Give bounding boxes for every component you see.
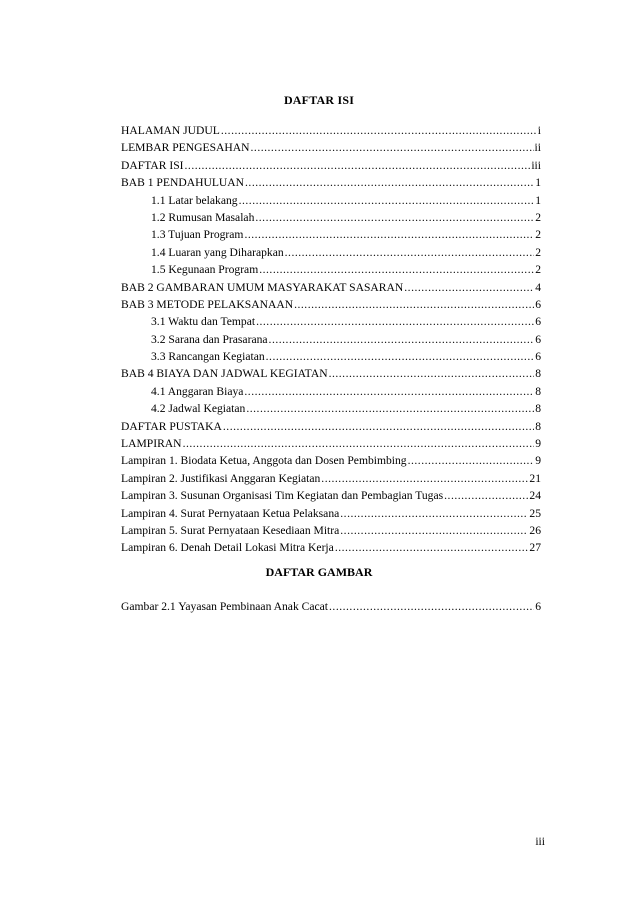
toc-entry bbox=[121, 174, 541, 191]
toc-entry-label: 1.5 Kegunaan Program bbox=[151, 263, 259, 277]
toc-entry-page: 27 bbox=[529, 541, 541, 555]
toc-entry-label: HALAMAN JUDUL bbox=[121, 124, 220, 137]
toc-entry-page: i bbox=[537, 124, 541, 137]
toc-entry-page: 8 bbox=[535, 367, 541, 381]
toc-entry-label: 1.3 Tujuan Program bbox=[151, 228, 244, 242]
toc-entry bbox=[121, 452, 541, 469]
toc-entry-page: 8 bbox=[535, 419, 541, 433]
toc-entry bbox=[121, 418, 541, 435]
dot-leader bbox=[444, 487, 528, 504]
toc-entry-label: 4.2 Jadwal Kegiatan bbox=[151, 402, 246, 416]
dot-leader bbox=[245, 174, 534, 191]
table-of-contents bbox=[121, 122, 541, 557]
toc-entry bbox=[121, 331, 541, 348]
dot-leader bbox=[404, 279, 534, 296]
toc-entry-page: 2 bbox=[535, 210, 541, 224]
toc-entry bbox=[121, 313, 541, 330]
toc-entry bbox=[121, 522, 541, 539]
toc-entry-page: ii bbox=[534, 141, 541, 155]
toc-entry-page: 2 bbox=[535, 245, 541, 259]
toc-entry-label: BAB 2 GAMBARAN UMUM MASYARAKAT SASARAN bbox=[121, 280, 404, 294]
toc-entry bbox=[121, 192, 541, 209]
dot-leader bbox=[259, 261, 534, 278]
toc-entry bbox=[121, 157, 541, 174]
toc-entry-page: 26 bbox=[529, 523, 541, 537]
toc-entry-label: Lampiran 5. Surat Pernyataan Kesediaan Mitra bbox=[121, 523, 340, 537]
toc-entry-page: 6 bbox=[535, 350, 541, 364]
toc-entry bbox=[121, 261, 541, 278]
toc-entry-label: LAMPIRAN bbox=[121, 437, 182, 451]
toc-entry bbox=[121, 435, 541, 452]
dot-leader bbox=[256, 313, 534, 330]
toc-entry-page: 6 bbox=[535, 600, 541, 613]
toc-entry-page: 4 bbox=[535, 280, 541, 294]
toc-entry-label: 1.1 Latar belakang bbox=[151, 193, 238, 207]
toc-entry-label: Lampiran 1. Biodata Ketua, Anggota dan Dosen Pembimbing bbox=[121, 454, 407, 468]
dot-leader bbox=[340, 505, 528, 522]
dot-leader bbox=[221, 122, 536, 139]
toc-entry-label: 3.3 Rancangan Kegiatan bbox=[151, 350, 265, 364]
toc-entry-label: Lampiran 2. Justifikasi Anggaran Kegiatan bbox=[121, 471, 321, 485]
toc-entry bbox=[121, 598, 541, 615]
toc-entry-page: 25 bbox=[529, 506, 541, 520]
toc-entry-label: 3.2 Sarana dan Prasarana bbox=[151, 332, 268, 346]
toc-entry-label: 4.1 Anggaran Biaya bbox=[151, 384, 244, 398]
toc-entry-page: iii bbox=[531, 158, 541, 172]
toc-entry-label: 1.4 Luaran yang Diharapkan bbox=[151, 245, 284, 259]
page-number: iii bbox=[535, 835, 545, 848]
toc-entry-label: Lampiran 3. Susunan Organisasi Tim Kegiatan dan Pembagian Tugas bbox=[121, 489, 444, 503]
toc-entry-label: BAB 4 BIAYA DAN JADWAL KEGIATAN bbox=[121, 367, 328, 381]
dot-leader bbox=[239, 192, 535, 209]
toc-entry-page: 6 bbox=[535, 315, 541, 329]
toc-entry bbox=[121, 209, 541, 226]
toc-entry-label: DAFTAR PUSTAKA bbox=[121, 419, 222, 433]
toc-entry-page: 8 bbox=[535, 402, 541, 416]
toc-entry bbox=[121, 348, 541, 365]
dot-leader bbox=[185, 157, 531, 174]
toc-entry-label: 1.2 Rumusan Masalah bbox=[151, 210, 255, 224]
toc-entry-label: Gambar 2.1 Yayasan Pembinaan Anak Cacat bbox=[121, 600, 329, 613]
dot-leader bbox=[294, 296, 534, 313]
toc-entry bbox=[121, 244, 541, 261]
dot-leader bbox=[321, 470, 528, 487]
toc-entry-page: 8 bbox=[535, 384, 541, 398]
dot-leader bbox=[408, 452, 535, 469]
toc-entry-label: Lampiran 4. Surat Pernyataan Ketua Pelaksana bbox=[121, 506, 340, 520]
toc-entry-label: LEMBAR PENGESAHAN bbox=[121, 141, 250, 155]
toc-entry bbox=[121, 365, 541, 382]
toc-entry bbox=[121, 383, 541, 400]
toc-entry bbox=[121, 296, 541, 313]
toc-entry-page: 6 bbox=[535, 332, 541, 346]
dot-leader bbox=[255, 209, 534, 226]
toc-entry bbox=[121, 539, 541, 556]
dot-leader bbox=[269, 331, 535, 348]
toc-entry-label: Lampiran 6. Denah Detail Lokasi Mitra Kerja bbox=[121, 541, 334, 555]
dot-leader bbox=[340, 522, 528, 539]
dot-leader bbox=[223, 418, 534, 435]
dot-leader bbox=[183, 435, 535, 452]
page-title: DAFTAR ISI bbox=[283, 93, 355, 107]
dot-leader bbox=[266, 348, 535, 365]
toc-entry-page: 9 bbox=[535, 454, 541, 468]
toc-entry bbox=[121, 139, 541, 156]
dot-leader bbox=[244, 226, 534, 243]
dot-leader bbox=[335, 539, 529, 556]
toc-entry bbox=[121, 122, 541, 139]
toc-entry bbox=[121, 487, 541, 504]
toc-entry-page: 21 bbox=[529, 471, 541, 485]
dot-leader bbox=[329, 598, 534, 615]
toc-entry bbox=[121, 505, 541, 522]
toc-entry-label: DAFTAR ISI bbox=[121, 158, 184, 172]
toc-entry-label: 3.1 Waktu dan Tempat bbox=[151, 315, 256, 329]
toc-entry bbox=[121, 400, 541, 417]
figures-title: DAFTAR GAMBAR bbox=[265, 565, 373, 579]
toc-entry-page: 2 bbox=[535, 228, 541, 242]
dot-leader bbox=[251, 139, 534, 156]
toc-entry bbox=[121, 226, 541, 243]
toc-entry-page: 1 bbox=[535, 193, 541, 207]
toc-entry bbox=[121, 470, 541, 487]
toc-entry-page: 6 bbox=[535, 297, 541, 311]
list-of-figures bbox=[121, 598, 541, 615]
dot-leader bbox=[329, 365, 535, 382]
toc-entry bbox=[121, 279, 541, 296]
toc-entry-page: 24 bbox=[529, 489, 541, 503]
dot-leader bbox=[246, 400, 534, 417]
dot-leader bbox=[285, 244, 535, 261]
toc-entry-page: 9 bbox=[535, 437, 541, 451]
toc-entry-label: BAB 3 METODE PELAKSANAAN bbox=[121, 297, 294, 311]
dot-leader bbox=[244, 383, 534, 400]
toc-entry-page: 2 bbox=[535, 263, 541, 277]
toc-entry-page: 1 bbox=[535, 176, 541, 190]
toc-entry-label: BAB 1 PENDAHULUAN bbox=[121, 176, 245, 190]
